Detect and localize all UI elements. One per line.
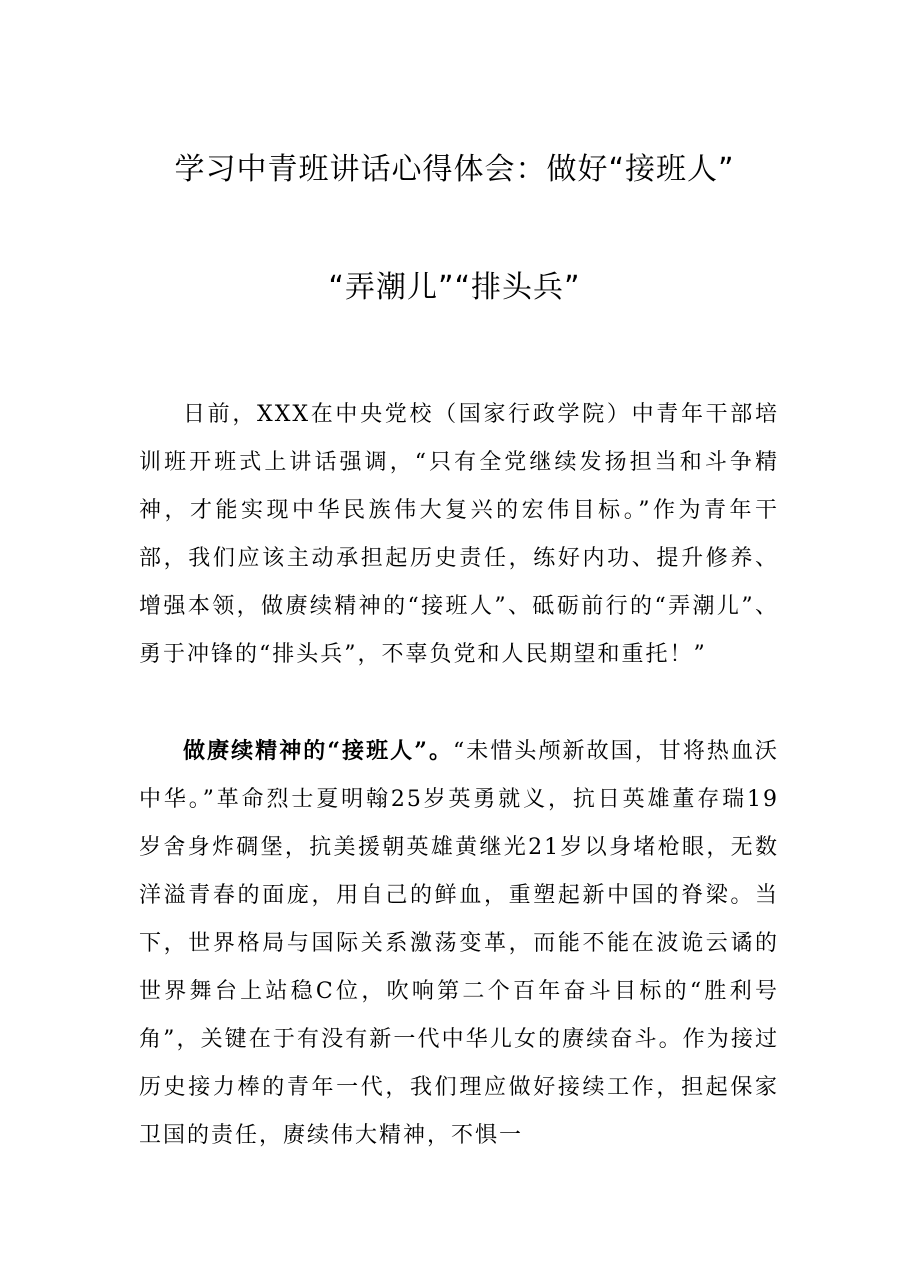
document-title-line-2: “弄潮儿”“排头兵” — [328, 270, 581, 305]
paragraph-2-text: “未惜头颅新故国，甘将热血沃中华。”革命烈士夏明翰25岁英勇就义，抗日英雄董存瑞19岁舍身炸碉堡，抗美援朝英雄黄继光21岁以身堵枪眼，无数洋溢青春的面庞，用自己的鲜血，重塑起新中国的脊梁。当下，世界格局与国际关系激荡变革，而能不能在波诡云谲的世界舞台上站稳C位，吹响第二个百年奋斗目标的“胜利号角”，关键在于有没有新一代中华儿女的赓续奋斗。作为接过历史接力棒的青年一代，我们理应做好接续工作，担起保家卫国的责任，赓续伟大精神，不惧一 — [139, 739, 779, 1148]
paragraph-1-text: 日前，XXX在中央党校（国家行政学院）中青年干部培训班开班式上讲话强调，“只有全党继续发扬担当和斗争精神，才能实现中华民族伟大复兴的宏伟目标。”作为青年干部，我们应该主动承担起历史责任，练好内功、提升修养、增强本领，做赓续精神的“接班人”、砥砺前行的“弄潮儿”、勇于冲锋的“排头兵”，不辜负党和人民期望和重托！” — [139, 402, 779, 667]
document-title-line-1: 学习中青班讲话心得体会：做好“接班人” — [174, 152, 735, 187]
paragraph-2-lead: 做赓续精神的“接班人”。 — [183, 738, 453, 764]
paragraph-2 — [139, 727, 779, 1160]
paragraph-1 — [139, 391, 779, 679]
